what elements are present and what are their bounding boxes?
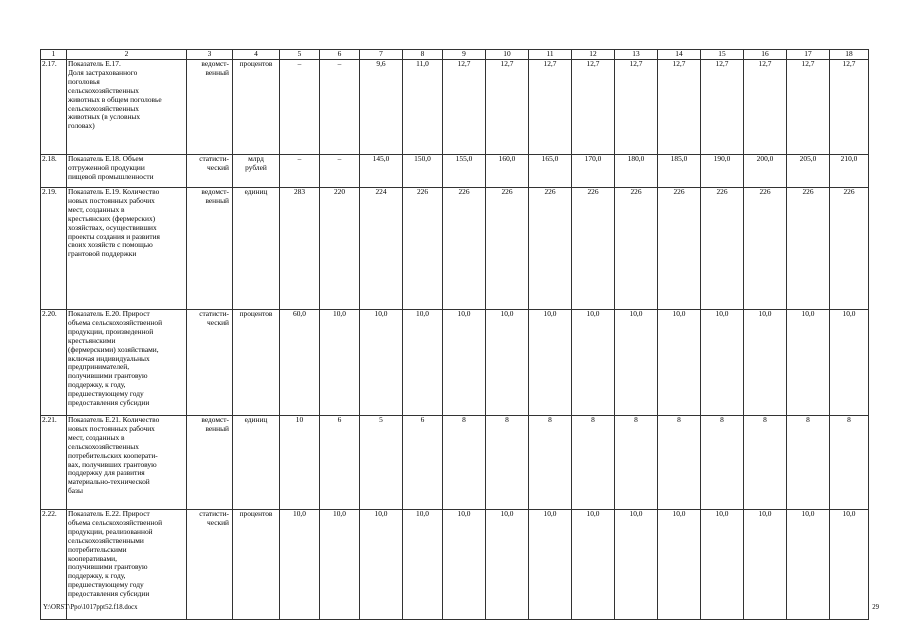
year-value-cell: 8 — [572, 416, 615, 510]
indicator-name-line: объема сельскохозяйственной — [68, 317, 163, 327]
year-value-cell: 8 — [787, 416, 830, 510]
year-value-cell: 10,0 — [615, 310, 658, 416]
year-value-cell: 10,0 — [572, 310, 615, 416]
indicator-name-line: Доля застрахованного — [68, 67, 138, 77]
year-value-cell: 226 — [830, 188, 869, 310]
year-value-cell: 5 — [360, 416, 403, 510]
indicator-name-line: объема сельскохозяйственной — [68, 517, 163, 527]
data-source-line: статисти- — [199, 509, 229, 518]
indicator-name-line: отгруженной продукции — [68, 162, 145, 172]
indicator-name-line: поголовья — [68, 76, 100, 86]
data-source-line: ведомст- — [201, 187, 229, 196]
indicator-name-line: Показатель Е.17. — [68, 59, 121, 68]
row-number: 2.21. — [41, 416, 67, 510]
year-value-cell: 220 — [320, 188, 360, 310]
indicator-name-line: новых постоянных рабочих — [68, 423, 155, 433]
year-value-cell: 60,0 — [280, 310, 320, 416]
indicator-name-line: новых постоянных рабочих — [68, 195, 155, 205]
indicator-name-line: получившими грантовую — [68, 371, 148, 381]
row-number: 2.20. — [41, 310, 67, 416]
unit-line: единиц — [244, 187, 268, 196]
year-value-cell: 12,7 — [486, 60, 529, 155]
table-row — [41, 155, 869, 188]
year-value-cell: 150,0 — [403, 155, 443, 188]
data-source — [187, 188, 233, 310]
year-value-cell: 10,0 — [486, 510, 529, 620]
year-value-cell: 10,0 — [529, 310, 572, 416]
year-value-cell: 10,0 — [360, 310, 403, 416]
table-row — [41, 60, 869, 155]
indicator-name-line: потребительскими — [68, 544, 127, 554]
year-value-cell: 10,0 — [280, 510, 320, 620]
column-number-header: 10 — [486, 50, 529, 60]
table-header-row — [41, 50, 869, 60]
year-value-cell: 10,0 — [403, 310, 443, 416]
indicator-name-line: животных (в условных — [68, 112, 141, 122]
year-value-cell: 226 — [529, 188, 572, 310]
data-source-line: статисти- — [199, 309, 229, 318]
indicator-name — [67, 155, 187, 188]
year-value-cell: 8 — [658, 416, 701, 510]
year-value-cell: 12,7 — [701, 60, 744, 155]
unit-of-measure — [233, 60, 280, 155]
year-value-cell: 6 — [403, 416, 443, 510]
indicators-table — [40, 49, 869, 620]
year-value-cell: 226 — [787, 188, 830, 310]
year-value-cell: 8 — [615, 416, 658, 510]
year-value-cell: 11,0 — [403, 60, 443, 155]
table-row — [41, 310, 869, 416]
data-source-line: ческий — [207, 162, 229, 172]
row-number: 2.19. — [41, 188, 67, 310]
year-value-cell: 8 — [443, 416, 486, 510]
year-value-cell: 9,6 — [360, 60, 403, 155]
indicator-name-line: сельскохозяйственными — [68, 535, 144, 545]
unit-of-measure — [233, 510, 280, 620]
column-number-header: 4 — [233, 50, 280, 60]
year-value-cell: 10,0 — [830, 510, 869, 620]
year-value-cell: 12,7 — [443, 60, 486, 155]
year-value-cell: 185,0 — [658, 155, 701, 188]
indicator-name-line: животных в общем поголовье — [68, 94, 162, 104]
column-number-header: 17 — [787, 50, 830, 60]
indicator-name — [67, 60, 187, 155]
indicator-name-line: хозяйствах, осуществивших — [68, 222, 157, 232]
footer-file-path: Y:\ORST\Ppo\1017ppt52.f18.docx — [43, 604, 138, 611]
year-value-cell: 8 — [486, 416, 529, 510]
year-value-cell: 10,0 — [443, 510, 486, 620]
indicator-name-line: продукции, реализованной — [68, 526, 153, 536]
year-value-cell: 226 — [443, 188, 486, 310]
year-value-cell: 210,0 — [830, 155, 869, 188]
year-value-cell: 12,7 — [615, 60, 658, 155]
column-number-header: 6 — [320, 50, 360, 60]
year-value-cell: 226 — [701, 188, 744, 310]
year-value-cell: 12,7 — [529, 60, 572, 155]
data-source-line: ческий — [207, 317, 229, 327]
indicator-name — [67, 416, 187, 510]
year-value-cell: 226 — [572, 188, 615, 310]
indicator-name-line: продукции, произведенной — [68, 326, 154, 336]
year-value-cell: 10,0 — [787, 510, 830, 620]
year-value-cell: 8 — [744, 416, 787, 510]
year-value-cell: 10,0 — [572, 510, 615, 620]
year-value-cell: 200,0 — [744, 155, 787, 188]
year-value-cell: 8 — [830, 416, 869, 510]
data-source — [187, 310, 233, 416]
year-value-cell: 10,0 — [658, 510, 701, 620]
row-number: 2.22. — [41, 510, 67, 620]
indicator-name-line: сельскохозяйственных — [68, 441, 139, 451]
data-source-line: ческий — [207, 517, 229, 527]
indicator-name-line: предоставления субсидии — [68, 589, 150, 599]
indicator-name-line: вах, получивших грантовую — [68, 459, 157, 469]
year-value-cell: 12,7 — [658, 60, 701, 155]
indicator-name-line: базы — [68, 486, 83, 496]
year-value-cell: 10,0 — [403, 510, 443, 620]
indicator-name-line: пищевой промышленности — [68, 171, 154, 181]
indicator-name-line: Показатель Е.20. Прирост — [68, 309, 150, 318]
indicator-name — [67, 188, 187, 310]
unit-line: единиц — [244, 415, 268, 424]
column-number-header: 14 — [658, 50, 701, 60]
column-number-header: 1 — [41, 50, 67, 60]
indicator-name-line: сельскохозяйственных — [68, 85, 139, 95]
year-value-cell: 10,0 — [744, 310, 787, 416]
data-source — [187, 60, 233, 155]
year-value-cell: 8 — [529, 416, 572, 510]
year-value-cell: 8 — [701, 416, 744, 510]
year-value-cell: 12,7 — [572, 60, 615, 155]
indicator-name — [67, 310, 187, 416]
year-value-cell: 283 — [280, 188, 320, 310]
year-value-cell: 160,0 — [486, 155, 529, 188]
year-value-cell: 226 — [658, 188, 701, 310]
row-number: 2.18. — [41, 155, 67, 188]
year-value-cell: – — [280, 155, 320, 188]
column-number-header: 5 — [280, 50, 320, 60]
unit-line: процентов — [239, 309, 273, 318]
column-number-header: 13 — [615, 50, 658, 60]
indicator-name — [67, 510, 187, 620]
year-value-cell: 226 — [486, 188, 529, 310]
indicator-name-line: поддержку, к году, — [68, 380, 126, 390]
footer-page-number: 29 — [872, 604, 879, 611]
indicator-name-line: кооперативами, — [68, 553, 117, 563]
indicator-name-line: Показатель Е.18. Объем — [68, 154, 144, 163]
indicator-name-line: Показатель Е.19. Количество — [68, 187, 160, 196]
year-value-cell: 165,0 — [529, 155, 572, 188]
column-number-header: 3 — [187, 50, 233, 60]
year-value-cell: 226 — [403, 188, 443, 310]
year-value-cell: – — [280, 60, 320, 155]
data-source-line: статисти- — [199, 154, 229, 163]
indicator-name-line: крестьянскими — [68, 335, 116, 345]
indicator-name-line: крестьянских (фермерских) — [68, 213, 156, 223]
table-row — [41, 416, 869, 510]
year-value-cell: 226 — [615, 188, 658, 310]
year-value-cell: 10,0 — [615, 510, 658, 620]
unit-line: процентов — [239, 59, 273, 68]
data-source — [187, 510, 233, 620]
indicator-name-line: получившими грантовую — [68, 562, 148, 572]
data-source-line: венный — [205, 195, 229, 205]
year-value-cell: 10,0 — [529, 510, 572, 620]
year-value-cell: 10,0 — [320, 310, 360, 416]
indicator-name-line: предоставления субсидии — [68, 398, 150, 408]
data-source-line: венный — [205, 67, 229, 77]
year-value-cell: – — [320, 60, 360, 155]
unit-of-measure — [233, 416, 280, 510]
indicator-name-line: головах) — [68, 121, 95, 131]
year-value-cell: 145,0 — [360, 155, 403, 188]
row-number: 2.17. — [41, 60, 67, 155]
indicator-name-line: поддержку, к году, — [68, 571, 126, 581]
indicator-name-line: материально-технической — [68, 477, 150, 487]
year-value-cell: 12,7 — [830, 60, 869, 155]
year-value-cell: 10,0 — [360, 510, 403, 620]
column-number-header: 11 — [529, 50, 572, 60]
indicator-name-line: потребительских кооперати- — [68, 450, 158, 460]
year-value-cell: 10 — [280, 416, 320, 510]
column-number-header: 12 — [572, 50, 615, 60]
year-value-cell: – — [320, 155, 360, 188]
indicator-name-line: предпринимателей, — [68, 362, 130, 372]
indicator-name-line: Показатель Е.22. Прирост — [68, 509, 150, 518]
indicator-name-line: сельскохозяйственных — [68, 103, 139, 113]
unit-of-measure — [233, 310, 280, 416]
indicator-name-line: мест, созданных в — [68, 432, 125, 442]
unit-of-measure — [233, 155, 280, 188]
indicator-name-line: своих хозяйств с помощью — [68, 240, 153, 250]
year-value-cell: 10,0 — [830, 310, 869, 416]
indicator-name-line: проекты создания и развития — [68, 231, 160, 241]
year-value-cell: 10,0 — [658, 310, 701, 416]
unit-line: млрд — [248, 154, 264, 163]
year-value-cell: 12,7 — [744, 60, 787, 155]
table-row — [41, 510, 869, 620]
column-number-header: 15 — [701, 50, 744, 60]
year-value-cell: 190,0 — [701, 155, 744, 188]
indicator-name-line: (фермерскими) хозяйствами, — [68, 344, 159, 354]
column-number-header: 7 — [360, 50, 403, 60]
year-value-cell: 10,0 — [787, 310, 830, 416]
indicator-name-line: мест, созданных в — [68, 204, 125, 214]
indicator-name-line: предшествующему году — [68, 389, 144, 399]
column-number-header: 18 — [830, 50, 869, 60]
unit-line: рублей — [245, 162, 267, 172]
indicator-name-line: поддержку для развития — [68, 468, 145, 478]
indicator-name-line: грантовой поддержки — [68, 249, 137, 259]
column-number-header: 8 — [403, 50, 443, 60]
year-value-cell: 226 — [744, 188, 787, 310]
year-value-cell: 224 — [360, 188, 403, 310]
data-source-line: ведомст- — [201, 415, 229, 424]
indicator-name-line: предшествующему году — [68, 580, 144, 590]
year-value-cell: 155,0 — [443, 155, 486, 188]
data-source-line: венный — [205, 423, 229, 433]
year-value-cell: 10,0 — [486, 310, 529, 416]
year-value-cell: 10,0 — [443, 310, 486, 416]
year-value-cell: 6 — [320, 416, 360, 510]
year-value-cell: 10,0 — [701, 310, 744, 416]
indicator-name-line: Показатель Е.21. Количество — [68, 415, 160, 424]
column-number-header: 9 — [443, 50, 486, 60]
year-value-cell: 205,0 — [787, 155, 830, 188]
unit-line: процентов — [239, 509, 273, 518]
indicator-name-line: включая индивидуальных — [68, 353, 150, 363]
column-number-header: 16 — [744, 50, 787, 60]
year-value-cell: 180,0 — [615, 155, 658, 188]
table-row — [41, 188, 869, 310]
year-value-cell: 10,0 — [320, 510, 360, 620]
data-source — [187, 155, 233, 188]
column-number-header: 2 — [67, 50, 187, 60]
data-source-line: ведомст- — [201, 59, 229, 68]
data-source — [187, 416, 233, 510]
year-value-cell: 12,7 — [787, 60, 830, 155]
year-value-cell: 10,0 — [701, 510, 744, 620]
year-value-cell: 170,0 — [572, 155, 615, 188]
year-value-cell: 10,0 — [744, 510, 787, 620]
unit-of-measure — [233, 188, 280, 310]
